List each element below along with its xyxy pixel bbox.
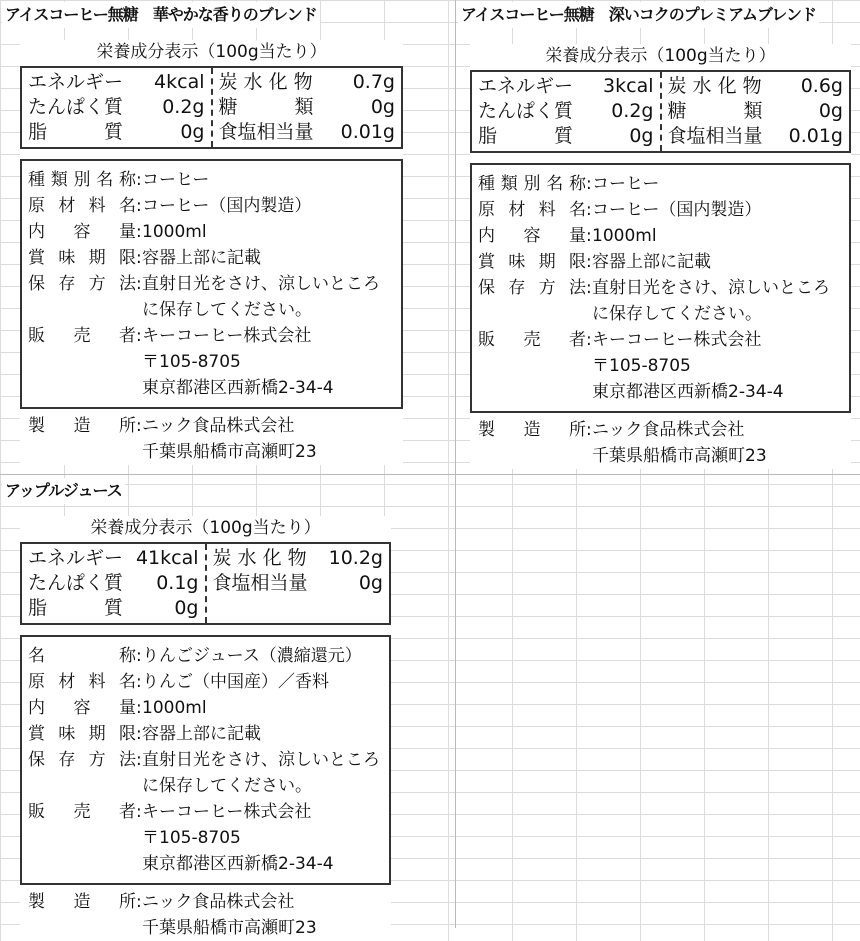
manufacturer-row: 製 造 所 : ニック食品株式会社 千葉県船橋市高瀬町23 [20,413,403,465]
nutrition-row [28,546,199,571]
info-label: 原 材 料 名 [478,200,586,220]
nutrition-row [28,571,199,596]
nutrition-row [28,596,199,621]
info-value: キーコーヒー株式会社 [142,802,312,822]
nutrition-row [219,95,396,120]
nutrition-table [470,70,851,153]
product-label-panel [20,516,391,941]
nutrition-row [668,99,844,124]
nutrient-name: たんぱく質 [28,572,124,594]
info-label: 保 存 方 法 [28,274,136,294]
nutrition-left-column [472,72,662,151]
info-row: 販 売 者 : キーコーヒー株式会社 〒105-8705 東京都港区西新橋2-34-4 [478,327,843,405]
info-row: 原 材 料 名 : りんご（中国産）／香料 [28,669,383,695]
nutrient-name: エネルギー [28,547,124,569]
nutrition-right-column [213,68,402,147]
nutrient-value: 10.2g [328,547,383,569]
info-label: 内 容 量 [28,698,136,718]
nutrition-row [28,70,205,95]
manufacturer-row: 製 造 所 : ニック食品株式会社 千葉県船橋市高瀬町23 [20,889,391,941]
info-value: 1000ml [142,698,207,718]
nutrient-value: 3kcal [603,75,654,97]
info-value: 千葉県船橋市高瀬町23 [142,918,317,938]
nutrition-row [478,99,654,124]
product-heading: アイスコーヒー無糖 深いコクのプレミアムブレンド [458,2,819,28]
nutrient-name: 食塩相当量 [667,125,763,147]
product-info-box [470,163,851,413]
info-value: キーコーヒー株式会社 [592,330,762,350]
nutrient-name: 食塩相当量 [218,121,314,143]
nutrition-row [213,546,384,571]
nutrient-name: 食塩相当量 [212,572,308,594]
info-label: 原 材 料 名 [28,672,136,692]
nutrition-table [20,542,391,625]
nutrient-name: 炭 水 化 物 [218,71,313,93]
info-value: コーヒー（国内製造） [592,200,762,220]
product-info-box [20,635,391,885]
nutrition-title: 栄養成分表示（100g当たり） [545,46,776,66]
info-value: ニック食品株式会社 [142,892,295,912]
info-value: 〒105-8705 [592,356,691,376]
info-label: 内 容 量 [478,226,586,246]
nutrient-name: たんぱく質 [478,100,574,122]
nutrient-name: たんぱく質 [28,96,124,118]
product-info-box [20,159,403,409]
info-row: 保 存 方 法 : 直射日光をさけ、涼しいところ に保存してください。 [478,275,843,327]
info-label: 製 造 所 [28,416,136,436]
info-row: 原 材 料 名 : コーヒー（国内製造） [478,197,843,223]
info-label: 販 売 者 [28,802,136,822]
nutrition-row [478,74,654,99]
nutrient-name: 糖 類 [218,96,314,118]
nutrient-value: 0g [370,96,395,118]
info-label: 保 存 方 法 [28,750,136,770]
info-label: 種 類 別 名 称 [478,174,586,194]
product-heading: アップルジュース [2,478,125,504]
nutrient-value: 0.2g [611,100,654,122]
info-value: に保存してください。 [592,304,762,324]
nutrient-value: 0.1g [156,572,199,594]
info-label: 販 売 者 [28,326,136,346]
info-label: 原 材 料 名 [28,196,136,216]
nutrient-value: 0.01g [340,121,395,143]
info-value: 東京都港区西新橋2-34-4 [142,378,334,398]
info-label: 製 造 所 [28,892,136,912]
info-value: 〒105-8705 [142,352,241,372]
nutrition-table [20,66,403,149]
info-value: 〒105-8705 [142,828,241,848]
info-row: 販 売 者 : キーコーヒー株式会社 〒105-8705 東京都港区西新橋2-34-4 [28,323,395,401]
product-label-panel [470,44,851,469]
nutrient-name: エネルギー [478,75,574,97]
info-row: 原 材 料 名 : コーヒー（国内製造） [28,193,395,219]
info-row: 販 売 者 : キーコーヒー株式会社 〒105-8705 東京都港区西新橋2-34-4 [28,799,383,877]
info-value: 容器上部に記載 [592,252,711,272]
nutrient-value: 0g [174,597,199,619]
info-row: 賞 味 期 限 : 容器上部に記載 [28,721,383,747]
info-label: 製 造 所 [478,420,586,440]
nutrient-name: 糖 類 [667,100,763,122]
nutrition-row [28,120,205,145]
info-label: 賞 味 期 限 [478,252,586,272]
nutrition-left-column [22,68,213,147]
info-value: 容器上部に記載 [142,248,261,268]
info-value: に保存してください。 [142,300,312,320]
product-heading: アイスコーヒー無糖 華やかな香りのブレンド [2,2,320,28]
nutrient-value: 41kcal [135,547,199,569]
nutrient-name: エネルギー [28,71,124,93]
info-value: 東京都港区西新橋2-34-4 [592,382,784,402]
info-row: 内 容 量 : 1000ml [28,219,395,245]
nutrient-name: 脂 質 [478,125,574,147]
nutrient-value: 0g [629,125,654,147]
info-value: に保存してください。 [142,776,312,796]
nutrition-row [28,95,205,120]
info-row: 内 容 量 : 1000ml [28,695,383,721]
info-value: 直射日光をさけ、涼しいところ [592,278,830,298]
info-value: 直射日光をさけ、涼しいところ [142,750,380,770]
nutrient-value: 0.2g [162,96,205,118]
nutrition-row [219,70,396,95]
info-value: 東京都港区西新橋2-34-4 [142,854,334,874]
info-label: 販 売 者 [478,330,586,350]
nutrient-value: 0g [180,121,205,143]
nutrition-title: 栄養成分表示（100g当たり） [90,518,321,538]
info-value: 1000ml [592,226,657,246]
nutrient-name: 炭 水 化 物 [667,75,762,97]
nutrition-row [213,571,384,596]
nutrient-name: 脂 質 [28,121,124,143]
nutrient-value: 0.7g [352,71,395,93]
info-value: コーヒー [592,174,660,194]
info-value: りんご（中国産）／香料 [142,672,329,692]
info-value: 1000ml [142,222,207,242]
info-value: ニック食品株式会社 [142,416,295,436]
info-value: 容器上部に記載 [142,724,261,744]
nutrition-title: 栄養成分表示（100g当たり） [96,42,327,62]
info-row: 名 称 : りんごジュース（濃縮還元） [28,643,383,669]
nutrition-row [478,124,654,149]
info-row: 保 存 方 法 : 直射日光をさけ、涼しいところ に保存してください。 [28,747,383,799]
info-row: 賞 味 期 限 : 容器上部に記載 [28,245,395,271]
nutrition-row [668,124,844,149]
info-value: ニック食品株式会社 [592,420,745,440]
nutrition-left-column [22,544,207,623]
manufacturer-row: 製 造 所 : ニック食品株式会社 千葉県船橋市高瀬町23 [470,417,851,469]
nutrient-value: 0.6g [800,75,843,97]
info-label: 賞 味 期 限 [28,724,136,744]
column-divider [455,0,456,928]
nutrition-row [219,120,396,145]
nutrient-value: 0g [358,572,383,594]
info-label: 賞 味 期 限 [28,248,136,268]
info-row: 賞 味 期 限 : 容器上部に記載 [478,249,843,275]
info-value: りんごジュース（濃縮還元） [142,646,362,666]
info-row: 種 類 別 名 称 : コーヒー [478,171,843,197]
nutrient-value: 4kcal [154,71,205,93]
info-value: キーコーヒー株式会社 [142,326,312,346]
nutrient-value: 0.01g [788,125,843,147]
info-row: 種 類 別 名 称 : コーヒー [28,167,395,193]
product-label-panel [20,40,403,465]
info-row: 内 容 量 : 1000ml [478,223,843,249]
row-divider [0,474,860,475]
info-label: 種 類 別 名 称 [28,170,136,190]
info-value: 千葉県船橋市高瀬町23 [592,446,767,466]
info-value: 直射日光をさけ、涼しいところ [142,274,380,294]
info-value: コーヒー [142,170,210,190]
nutrient-value: 0g [818,100,843,122]
info-row: 保 存 方 法 : 直射日光をさけ、涼しいところ に保存してください。 [28,271,395,323]
info-value: コーヒー（国内製造） [142,196,312,216]
info-label: 内 容 量 [28,222,136,242]
nutrient-name: 脂 質 [28,597,124,619]
info-value: 千葉県船橋市高瀬町23 [142,442,317,462]
nutrition-right-column [662,72,850,151]
nutrition-right-column [207,544,390,623]
info-label: 保 存 方 法 [478,278,586,298]
nutrition-row [668,74,844,99]
info-label: 名 称 [28,646,136,666]
nutrient-name: 炭 水 化 物 [212,547,307,569]
